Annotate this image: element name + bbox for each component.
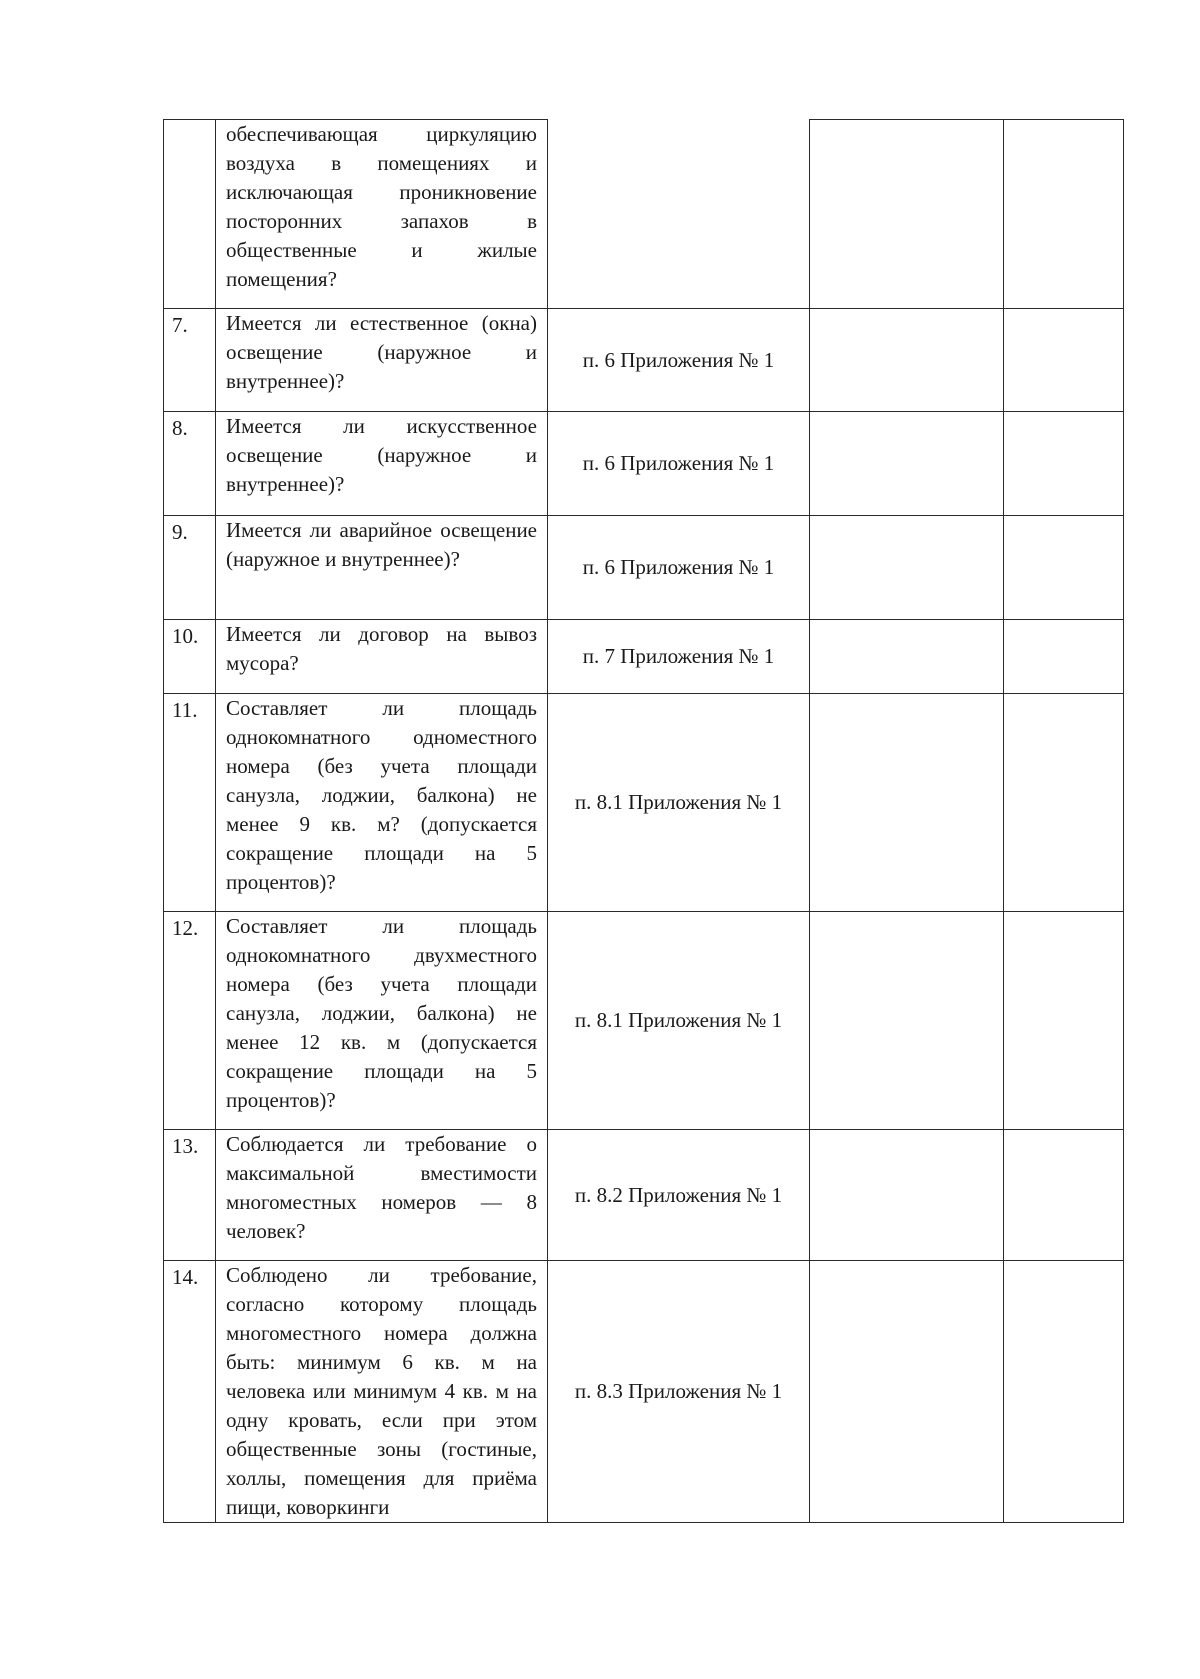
checklist-table	[163, 119, 1124, 1523]
row-question: Имеется ли аварийное освещение (наружное и внутреннее)?	[216, 516, 548, 620]
row-number: 9.	[164, 516, 216, 620]
row-answer-cell	[810, 309, 1004, 412]
row-question: обеспечивающая циркуляцию воздуха в помещениях и исключающая проникновение посторонних запахов в общественные и жилые помещения?	[216, 120, 548, 309]
row-note-cell	[1004, 1261, 1124, 1523]
row-reference: п. 6 Приложения № 1	[548, 412, 810, 516]
row-answer-cell	[810, 516, 1004, 620]
table-row	[164, 1130, 1124, 1261]
row-note-cell	[1004, 694, 1124, 912]
table-row	[164, 620, 1124, 694]
row-number: 11.	[164, 694, 216, 912]
row-reference: п. 6 Приложения № 1	[548, 516, 810, 620]
table-row	[164, 412, 1124, 516]
row-number	[164, 120, 216, 309]
table-row	[164, 309, 1124, 412]
row-reference	[548, 120, 810, 309]
row-note-cell	[1004, 120, 1124, 309]
row-answer-cell	[810, 412, 1004, 516]
row-note-cell	[1004, 412, 1124, 516]
table-row	[164, 694, 1124, 912]
row-reference: п. 8.1 Приложения № 1	[548, 694, 810, 912]
row-answer-cell	[810, 120, 1004, 309]
row-number: 12.	[164, 912, 216, 1130]
row-answer-cell	[810, 912, 1004, 1130]
row-reference: п. 8.3 Приложения № 1	[548, 1261, 810, 1523]
row-number: 7.	[164, 309, 216, 412]
row-number: 8.	[164, 412, 216, 516]
row-reference: п. 7 Приложения № 1	[548, 620, 810, 694]
row-question: Имеется ли естественное (окна) освещение (наружное и внутреннее)?	[216, 309, 548, 412]
table-row	[164, 1261, 1124, 1523]
row-number: 13.	[164, 1130, 216, 1261]
row-question: Соблюдено ли требование, согласно которому площадь многоместного номера должна быть: минимум 6 кв. м на человека или минимум 4 кв. м на одну кровать, если при этом общественные зоны (гостиные, холлы, помещения для приёма пищи, коворкинги	[216, 1261, 548, 1523]
row-reference: п. 8.1 Приложения № 1	[548, 912, 810, 1130]
row-question: Соблюдается ли требование о максимальной вместимости многоместных номеров — 8 человек?	[216, 1130, 548, 1261]
table-row	[164, 516, 1124, 620]
row-note-cell	[1004, 516, 1124, 620]
row-note-cell	[1004, 912, 1124, 1130]
row-question: Имеется ли искусственное освещение (наружное и внутреннее)?	[216, 412, 548, 516]
row-answer-cell	[810, 1261, 1004, 1523]
row-note-cell	[1004, 1130, 1124, 1261]
row-number: 14.	[164, 1261, 216, 1523]
row-question: Составляет ли площадь однокомнатного двухместного номера (без учета площади санузла, лоджии, балкона) не менее 12 кв. м (допускается сокращение площади на 5 процентов)?	[216, 912, 548, 1130]
row-answer-cell	[810, 1130, 1004, 1261]
row-answer-cell	[810, 694, 1004, 912]
row-note-cell	[1004, 620, 1124, 694]
table-row	[164, 912, 1124, 1130]
row-question: Имеется ли договор на вывоз мусора?	[216, 620, 548, 694]
row-reference: п. 6 Приложения № 1	[548, 309, 810, 412]
row-number: 10.	[164, 620, 216, 694]
table-row	[164, 120, 1124, 309]
row-reference: п. 8.2 Приложения № 1	[548, 1130, 810, 1261]
row-answer-cell	[810, 620, 1004, 694]
row-question: Составляет ли площадь однокомнатного одноместного номера (без учета площади санузла, лоджии, балкона) не менее 9 кв. м? (допускается сокращение площади на 5 процентов)?	[216, 694, 548, 912]
row-note-cell	[1004, 309, 1124, 412]
